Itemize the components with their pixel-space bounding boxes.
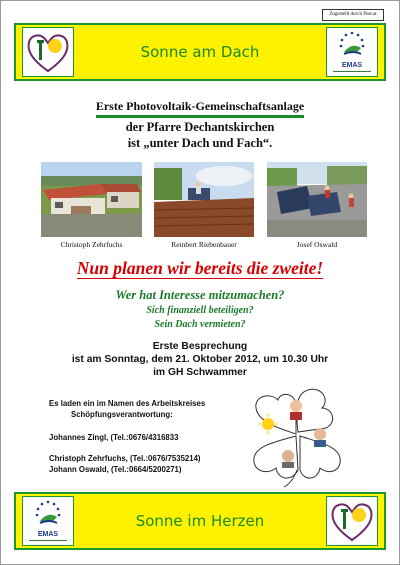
- meeting-location: im GH Schwammer: [153, 367, 247, 378]
- meeting-title: Erste Besprechung: [152, 341, 248, 352]
- photo-solar-panels: [267, 162, 367, 237]
- contact-line: Christoph Zehrfuchs, (Tel.:0676/7535214): [49, 454, 201, 463]
- sun-heart-icon: [23, 28, 73, 76]
- emas-logo: [22, 496, 74, 546]
- invitation-line: Es laden ein im Namen des Arbeitskreises: [49, 399, 206, 408]
- photo-caption: Reinbert Riebenbauer: [171, 240, 237, 249]
- emas-underline: [333, 71, 371, 74]
- headline: [1, 258, 399, 279]
- emas-label: EMAS: [37, 531, 59, 538]
- emas-stars-icon: [23, 497, 73, 531]
- clover-icon: [244, 384, 350, 488]
- headline-text: Nun planen wir bereits die zweite!: [76, 258, 324, 278]
- postal-note: Zugestellt durch Post.at: [322, 9, 384, 21]
- question: Wer hat Interesse mitzumachen?: [115, 288, 285, 302]
- question-line: Sich finanziell beteiligen?: [146, 305, 254, 316]
- contact-line: Johannes Zingl, (Tel.:0676/4316833: [49, 433, 179, 442]
- meeting-date: ist am Sonntag, dem 21. Oktober 2012, um 10.30 Uhr: [71, 354, 329, 365]
- contact-line: Johann Oswald, (Tel.:0664/5200271): [49, 465, 182, 474]
- top-banner: [14, 23, 386, 81]
- emas-underline: [29, 540, 67, 543]
- question-line: Sein Dach vermieten?: [154, 319, 246, 330]
- invitation-line: Schöpfungsverantwortung:: [71, 410, 173, 419]
- subheading-line: der Pfarre Dechantskirchen: [125, 120, 275, 134]
- main-heading: [1, 99, 399, 118]
- sun-heart-icon: [327, 497, 377, 545]
- emas-stars-icon: [327, 28, 377, 62]
- bottom-banner: [14, 492, 386, 550]
- sun-heart-logo: [326, 496, 378, 546]
- photo-caption: Josef Oswald: [296, 240, 338, 249]
- subheading-line: ist „unter Dach und Fach“.: [127, 136, 273, 150]
- banner-title: Sonne am Dach: [140, 43, 260, 61]
- emas-logo: [326, 27, 378, 77]
- subheading: [1, 119, 399, 151]
- photo-caption: Christoph Zehrfuchs: [60, 240, 123, 249]
- sun-heart-logo: [22, 27, 74, 77]
- photo-roof-installation: [154, 162, 254, 237]
- photo-house-roof: [41, 162, 142, 237]
- banner-title: Sonne im Herzen: [135, 512, 265, 530]
- emas-label: EMAS: [341, 62, 363, 69]
- main-heading-text: Erste Photovoltaik-Gemeinschaftsanlage: [96, 99, 304, 118]
